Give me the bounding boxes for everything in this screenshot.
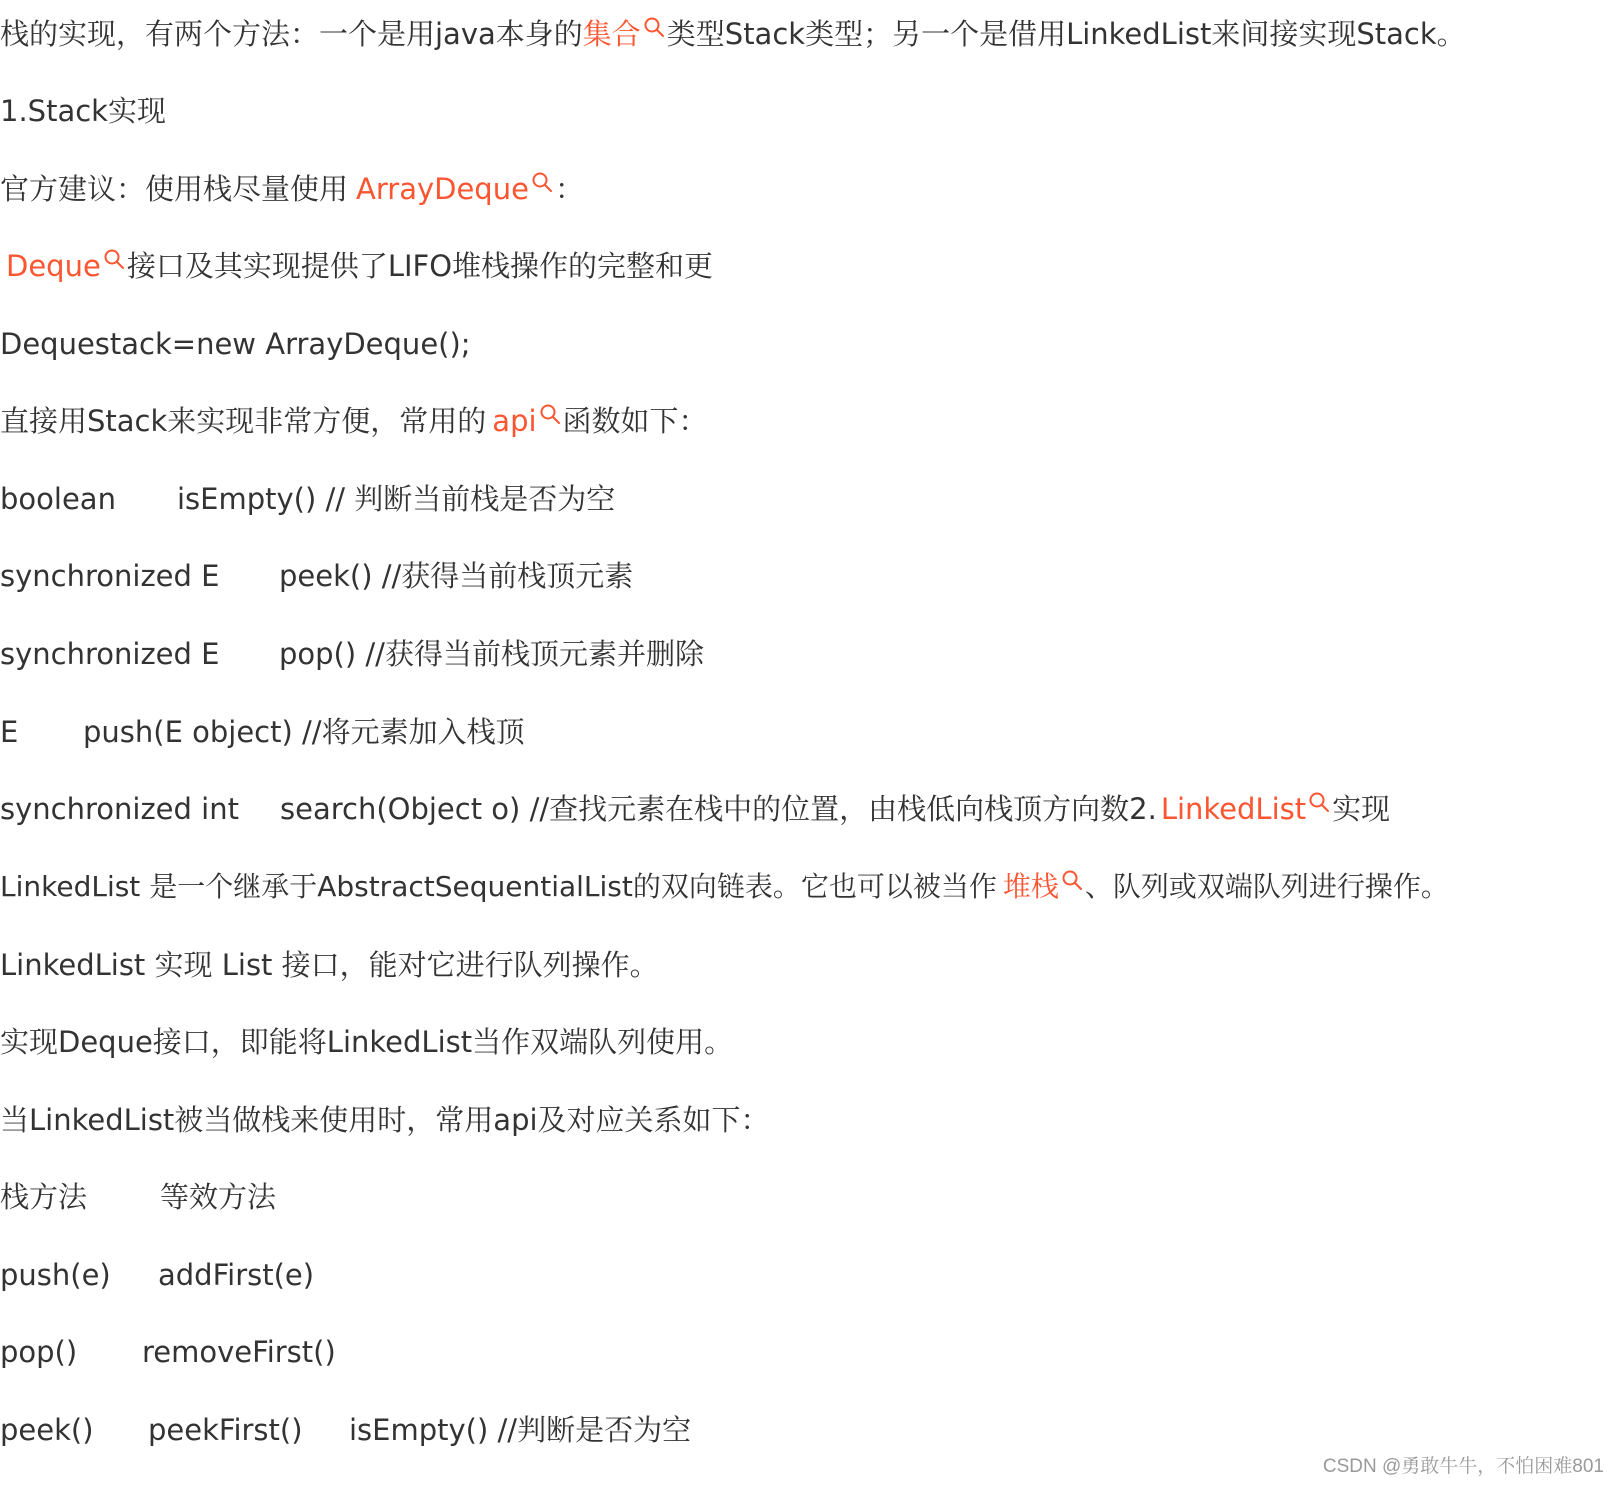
mapping-col-stack-method: 栈方法: [0, 1180, 88, 1214]
mapping-row: [0, 1408, 691, 1452]
as-stack-line: 当LinkedList被当做栈来使用时，常用api及对应关系如下：: [0, 1103, 770, 1137]
search-icon[interactable]: [103, 244, 125, 274]
keyword-link-api[interactable]: api: [492, 404, 537, 438]
api-return-type: synchronized E: [0, 637, 220, 671]
api-row: [0, 710, 525, 754]
search-icon[interactable]: [1061, 865, 1083, 895]
direct-text-post: 函数如下：: [562, 404, 708, 438]
intro-text-post: 类型Stack类型；另一个是借用LinkedList来间接实现Stack。: [666, 17, 1466, 51]
search-icon[interactable]: [643, 12, 665, 42]
mapping-equivalent: peekFirst(): [148, 1413, 303, 1447]
deque-interface-line: 实现Deque接口，即能将LinkedList当作双端队列使用。: [0, 1025, 734, 1059]
mapping-stack-method: pop(): [0, 1335, 78, 1369]
direct-text-pre: 直接用Stack来实现非常方便，常用的: [0, 404, 487, 438]
list-interface-line: LinkedList 实现 List 接口，能对它进行队列操作。: [0, 948, 659, 982]
mapping-col-equivalent: 等效方法: [160, 1180, 277, 1214]
search-row-post: 实现: [1332, 792, 1391, 826]
search-icon[interactable]: [1308, 787, 1330, 817]
deque-text-post: 接口及其实现提供了LIFO堆栈操作的完整和更: [126, 249, 714, 283]
api-row: [0, 632, 704, 676]
api-row: [0, 477, 615, 521]
keyword-link-arraydeque[interactable]: ArrayDeque: [356, 172, 529, 206]
mapping-stack-method: push(e): [0, 1258, 111, 1292]
mapping-header: [0, 1175, 276, 1219]
linkedlist-desc-pre: LinkedList 是一个继承于AbstractSequentialList的双向链表。它也可以被当作: [0, 870, 997, 903]
official-text-post: ：: [554, 172, 584, 206]
mapping-equivalent: addFirst(e): [158, 1258, 315, 1292]
linkedlist-desc-post: 、队列或双端队列进行操作。: [1084, 870, 1449, 903]
api-method: search(Object o) //查找元素在栈中的位置，由栈低向栈顶方向数2.: [280, 792, 1157, 826]
mapping-row: [0, 1253, 314, 1297]
search-icon[interactable]: [539, 399, 561, 429]
api-return-type: boolean: [0, 482, 116, 516]
heading-stack-impl: 1.Stack实现: [0, 94, 166, 128]
api-method: isEmpty() // 判断当前栈是否为空: [177, 482, 616, 516]
intro-text-pre: 栈的实现，有两个方法：一个是用java本身的: [0, 17, 583, 51]
api-row-search: [0, 787, 1390, 831]
api-row: [0, 554, 633, 598]
keyword-link-deque[interactable]: Deque: [6, 249, 101, 283]
search-icon[interactable]: [531, 167, 553, 197]
api-return-type: E: [0, 715, 19, 749]
intro-paragraph: [0, 12, 1466, 56]
direct-stack-paragraph: [0, 399, 708, 443]
keyword-link-collection[interactable]: 集合: [582, 17, 641, 51]
mapping-row: [0, 1330, 336, 1374]
keyword-link-linkedlist[interactable]: LinkedList: [1160, 792, 1307, 826]
linkedlist-description: [0, 865, 1449, 909]
api-method: push(E object) //将元素加入栈顶: [83, 715, 525, 749]
csdn-watermark: CSDN @勇敢牛牛，不怕困难801: [1322, 1456, 1604, 1477]
api-return-type: synchronized int: [0, 792, 239, 826]
api-return-type: synchronized E: [0, 559, 220, 593]
api-method: peek() //获得当前栈顶元素: [279, 559, 634, 593]
mapping-equivalent: removeFirst(): [142, 1335, 336, 1369]
keyword-link-heap-stack[interactable]: 堆栈: [1002, 870, 1059, 903]
code-line: Dequestack=new ArrayDeque();: [0, 327, 471, 361]
mapping-stack-method: peek(): [0, 1413, 94, 1447]
mapping-extra: isEmpty() //判断是否为空: [349, 1413, 692, 1447]
official-advice-paragraph: [0, 167, 584, 211]
deque-paragraph: [6, 244, 713, 288]
official-text-pre: 官方建议：使用栈尽量使用: [0, 172, 349, 206]
api-method: pop() //获得当前栈顶元素并删除: [279, 637, 704, 671]
